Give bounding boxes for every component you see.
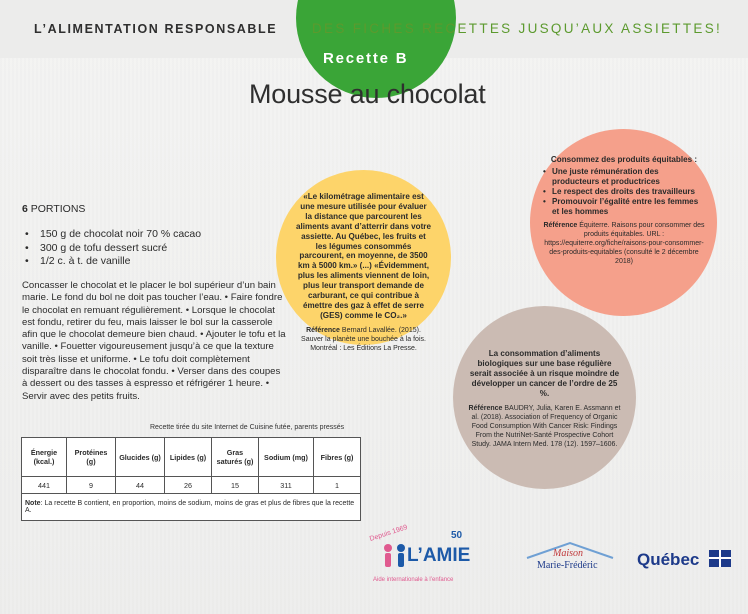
nutrition-value: 441	[22, 477, 67, 494]
nutrition-header: Gras saturés (g)	[212, 438, 259, 477]
ingredient-list	[22, 228, 201, 269]
maison-line2: Marie-Frédéric	[537, 560, 598, 571]
nutrition-value: 26	[165, 477, 212, 494]
nutrition-header: Sodium (mg)	[259, 438, 314, 477]
nutrition-note-text: : La recette B contient, en proportion, moins de sodium, moins de gras et plus de fibres que la recette A.	[25, 500, 355, 514]
amie-subtitle: Aide internationale à l’enfance	[373, 577, 454, 583]
organic-food-reference	[467, 404, 622, 449]
fair-trade-list	[543, 167, 705, 217]
ingredient-item: • 300 g de tofu dessert sucré	[22, 242, 201, 256]
quebec-wordmark: Québec	[637, 550, 700, 569]
nutrition-table	[21, 437, 361, 521]
nutrition-value-row	[22, 477, 361, 494]
food-miles-bubble	[276, 170, 451, 352]
ingredient-item: • 1/2 c. à t. de vanille	[22, 255, 201, 269]
amie-since-text: Depuis 1969	[368, 524, 409, 543]
organic-food-bubble	[453, 306, 636, 489]
nutrition-note-label: Note	[25, 500, 41, 507]
food-miles-reference	[296, 326, 431, 353]
reference-label: Référence	[543, 222, 578, 230]
portions	[22, 203, 85, 215]
organic-food-text: La consommation d’aliments biologiques sur une base régulière serait associée à un risque moindre de développer un cancer de l’ordre de 25 %.	[469, 349, 620, 398]
maison-line1: Maison	[553, 548, 583, 559]
ingredient-item: • 150 g de chocolat noir 70 % cacao	[22, 228, 201, 242]
nutrition-note	[22, 494, 361, 521]
fair-trade-bubble	[530, 129, 717, 316]
nutrition-header-row	[22, 438, 361, 477]
food-miles-quote: «Le kilométrage alimentaire est une mesure utilisée pour évaluer la distance que parcourent les aliments avant d’atterrir dans votre assiette. Au Québec, les fruits et les légumes consommés parcourent, en moyenne, de 3500 km à 5000 km.» (...) «Évidemment, plus les aliments viennent de loin, plus leur transport demande de carburant, ce qui contribue à émettre des gaz à effet de serre (GES) comme le CO₂.»	[296, 192, 431, 320]
recipe-label: Recette B	[323, 50, 409, 67]
nutrition-value: 1	[314, 477, 361, 494]
nutrition-header: Glucides (g)	[116, 438, 165, 477]
fair-trade-item: • Le respect des droits des travailleurs	[543, 187, 705, 197]
fair-trade-item: • Promouvoir l’égalité entre les femmes et les hommes	[543, 197, 705, 217]
nutrition-value: 9	[67, 477, 116, 494]
fair-trade-title: Consommez des produits équitables :	[550, 155, 698, 164]
nutrition-header: Énergie (kcal.)	[22, 438, 67, 477]
instructions-text: Concasser le chocolat et le placer le bol supérieur d’un bain marie. Le fond du bol ne doit pas toucher l’eau. • Faire fondre le chocolat en remuant régulièrement. • Lorsque le chocolat est fondu, retirer du feu, mais laisser le bol sur la casserole afin que le chocolat demeure bien chaud. • Ajouter le tofu et la vanille. • Fouetter vigoureusement jusqu’à ce que la texture soit très lisse et uniforme. • Le tofu doit complètement disparaître dans le chocolat fondu. • Verser dans des coupes à dessert ou des tasses à espresso et réfrigérer 1 heure. • Servir avec des petits fruits.	[22, 280, 286, 402]
instructions	[22, 280, 287, 403]
nutrition-value: 311	[259, 477, 314, 494]
reference-label: Référence	[468, 404, 503, 412]
reference-label: Référence	[306, 326, 340, 334]
nutrition-value: 15	[212, 477, 259, 494]
amie-name: L’AMIE	[407, 545, 471, 566]
fair-trade-item: • Une juste rémunération des producteurs et productrices	[543, 167, 705, 187]
recipe-source: Recette tirée du site Internet de Cuisine futée, parents pressés	[150, 424, 345, 431]
nutrition-value: 44	[116, 477, 165, 494]
portions-label: PORTIONS	[30, 203, 86, 215]
page-title: Mousse au chocolat	[249, 79, 486, 109]
amie-fifty-text: 50	[451, 530, 463, 541]
amie-logo	[368, 524, 474, 590]
nutrition-header: Lipides (g)	[165, 438, 212, 477]
reference-text: BAUDRY, Julia, Karen E. Assmann et al. (2018). Association of Frequency of Organic Food Consumption With Cancer Risk: Findings From the NutriNet-Santé Prospective Cohort Study. JAMA Intern Med. 178 (12). 1597–1606.	[471, 404, 621, 448]
reference-text: Bernard Lavallée. (2015). Sauver la planète une bouchée à la fois. Montréal : Les Éditions La Presse.	[301, 326, 426, 352]
nutrition-header: Fibres (g)	[314, 438, 361, 477]
maison-marie-frederic-logo	[525, 540, 615, 585]
quebec-logo	[637, 548, 732, 576]
nutrition-header: Protéines (g)	[67, 438, 116, 477]
brand-right-tagline: DES FICHES RECETTES JUSQU’AUX ASSIETTES!	[312, 21, 723, 36]
quebec-flag-icon	[709, 550, 731, 567]
children-icon	[379, 542, 409, 572]
fair-trade-reference	[543, 221, 705, 266]
portions-number: 6	[22, 203, 28, 215]
brand-left-title: L’ALIMENTATION RESPONSABLE	[34, 22, 278, 36]
reference-text: Équiterre. Raisons pour consommer des produits équitables. URL : https://equiterre.org/fiche/raisons-pour-consommer-des-produits-equitables (consulté le 2 décembre 2018)	[544, 222, 705, 266]
nutrition-note-row	[22, 494, 361, 521]
